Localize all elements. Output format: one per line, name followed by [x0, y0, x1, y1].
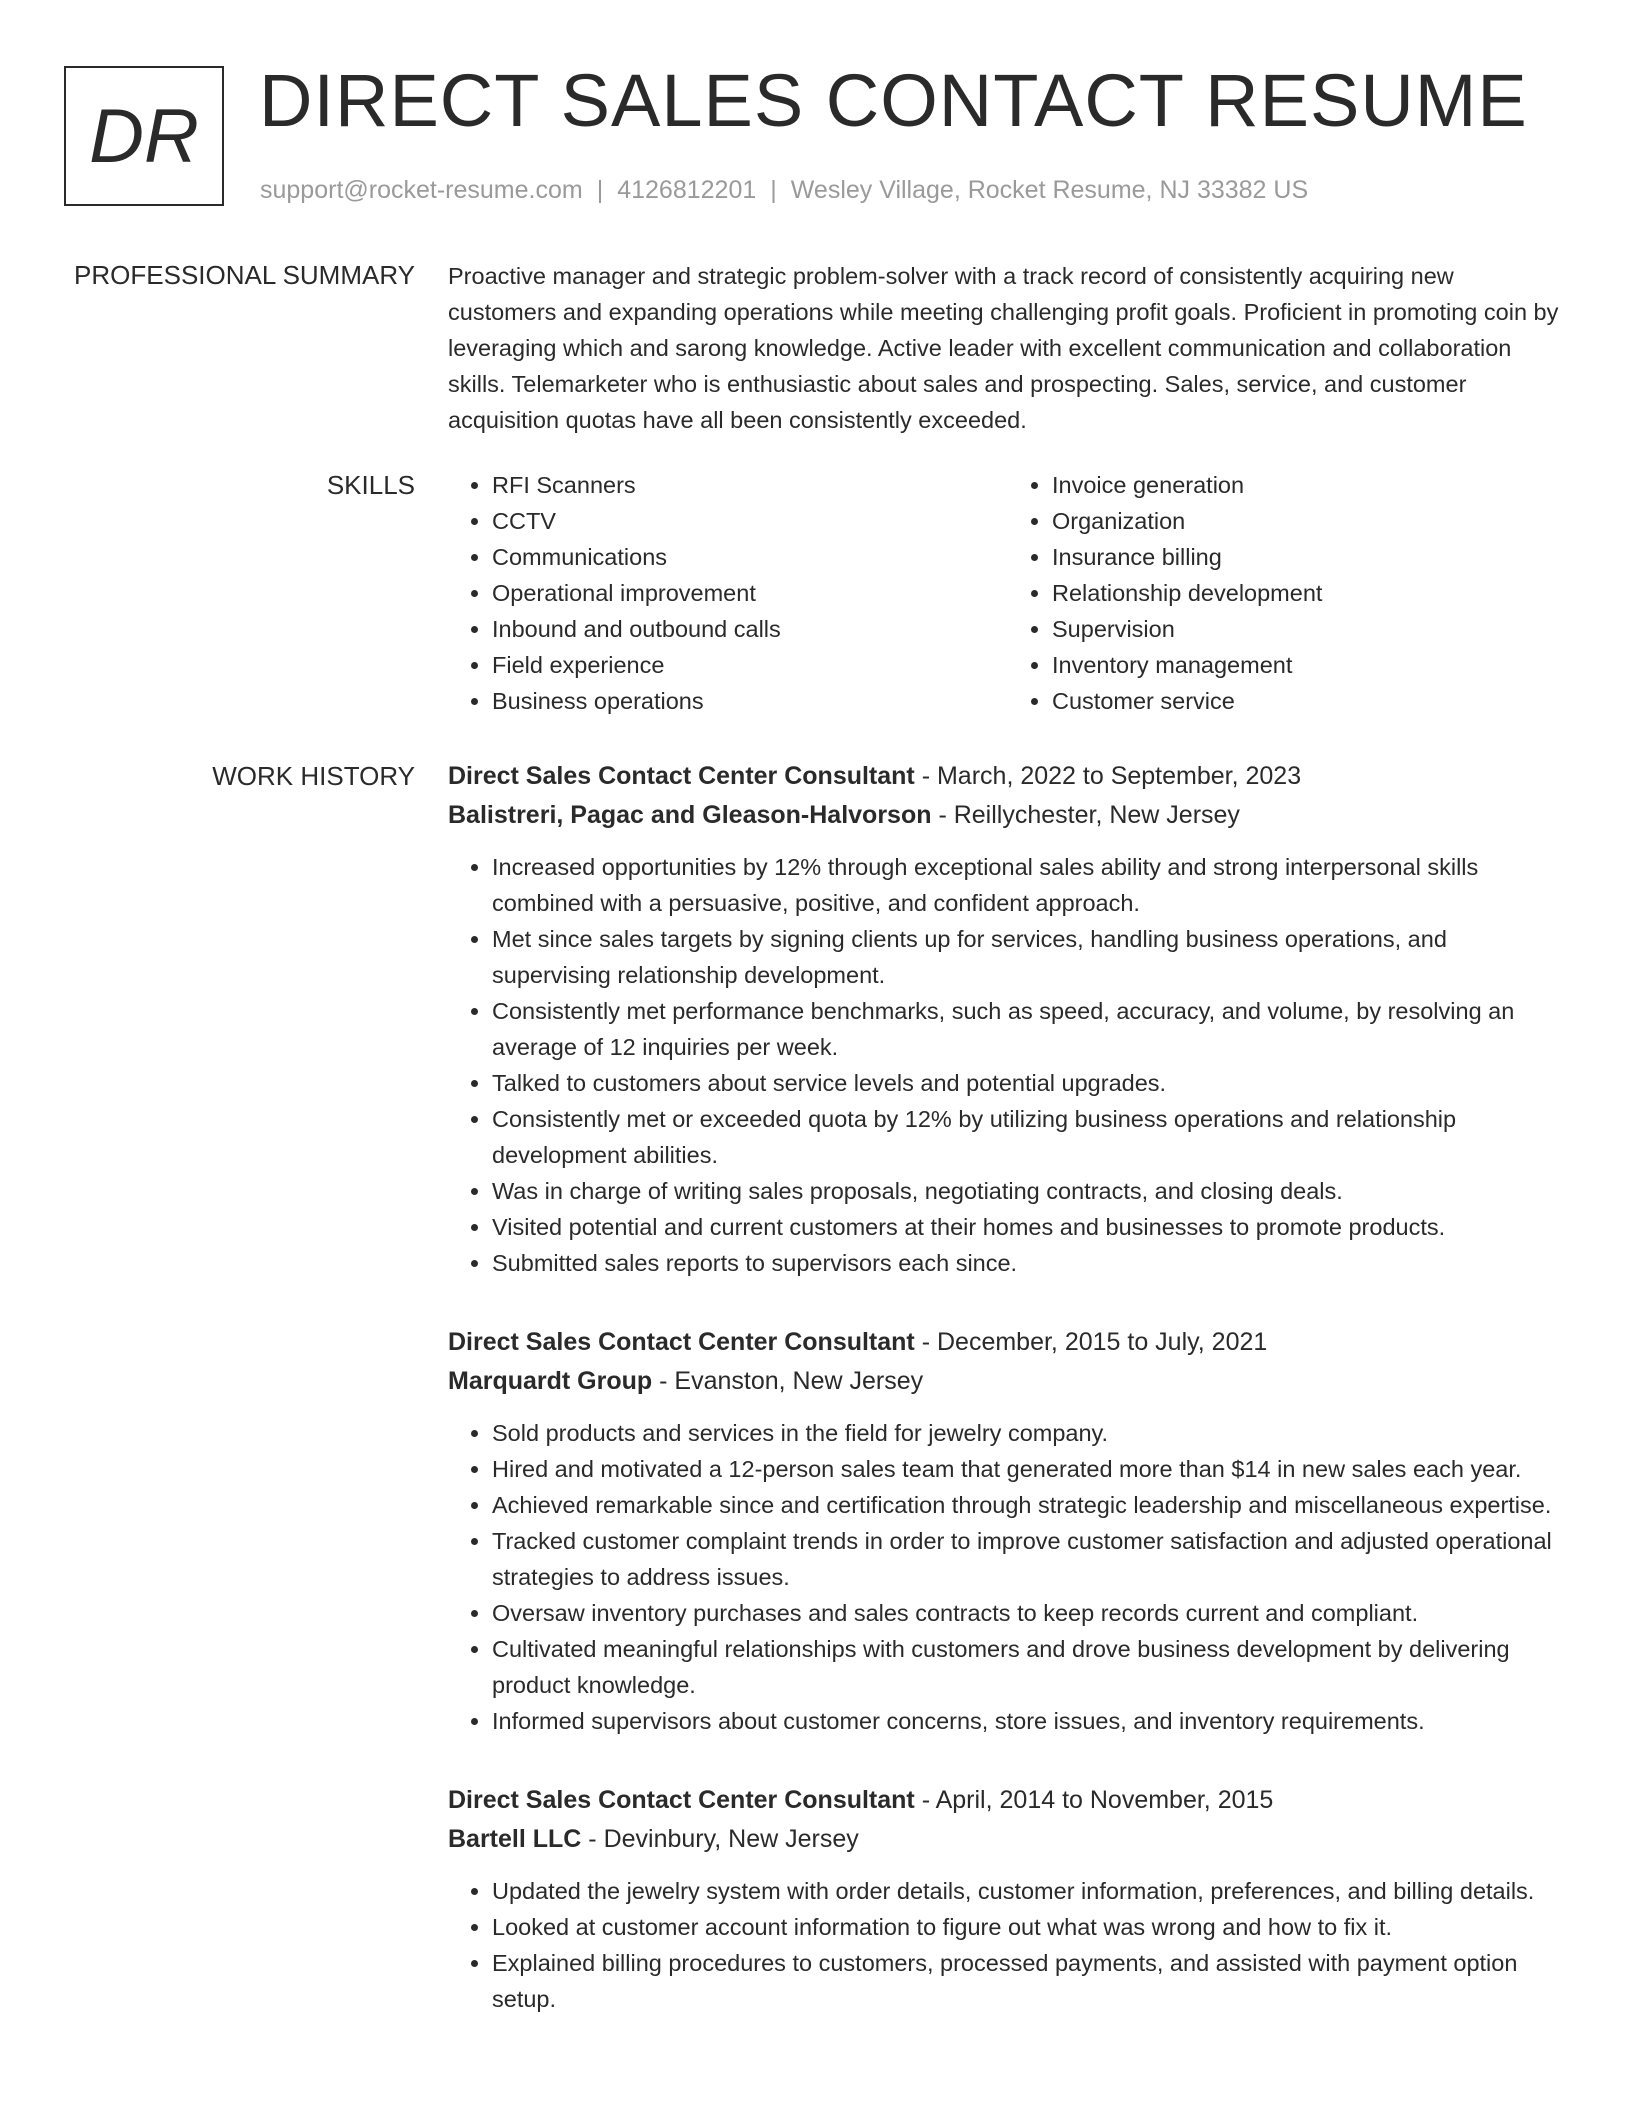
resume-title: DIRECT SALES CONTACT RESUME — [259, 59, 1528, 142]
skill-item: • Communications — [492, 539, 1008, 575]
job-bullet: • Was in charge of writing sales proposals, negotiating contracts, and closing deals. — [492, 1173, 1568, 1209]
skills-list-right — [1008, 467, 1568, 719]
skill-item: • Supervision — [1052, 611, 1568, 647]
job-bullets — [448, 1873, 1568, 2017]
phone[interactable]: 4126812201 — [617, 176, 757, 204]
job-bullet: • Looked at customer account information to figure out what was wrong and how to fix it. — [492, 1909, 1568, 1945]
job-location: - Evanston, New Jersey — [652, 1367, 924, 1395]
job-title: Direct Sales Contact Center Consultant — [448, 1786, 915, 1814]
skill-item: • Inbound and outbound calls — [492, 611, 1008, 647]
monogram: DR — [64, 66, 224, 206]
job-title: Direct Sales Contact Center Consultant — [448, 1328, 915, 1356]
separator: | — [596, 176, 604, 204]
job-entry — [448, 1323, 1568, 1739]
job-bullet: • Sold products and services in the field for jewelry company. — [492, 1415, 1568, 1451]
job-bullet: • Visited potential and current customers at their homes and businesses to promote products. — [492, 1209, 1568, 1245]
summary-body — [448, 258, 1568, 438]
job-bullet: • Talked to customers about service levels and potential upgrades. — [492, 1065, 1568, 1101]
job-bullet: • Increased opportunities by 12% through exceptional sales ability and strong interpersonal skills combined with a persuasive, positive, and confident approach. — [492, 849, 1568, 921]
work-history-body — [448, 757, 1568, 2059]
skill-item: • Business operations — [492, 683, 1008, 719]
skills-body — [448, 467, 1568, 719]
job-location: - Reillychester, New Jersey — [931, 801, 1240, 829]
job-title-line — [448, 757, 1568, 796]
skill-item: • RFI Scanners — [492, 467, 1008, 503]
job-bullet: • Consistently met or exceeded quota by 12% by utilizing business operations and relationship development abilities. — [492, 1101, 1568, 1173]
job-bullet: • Met since sales targets by signing clients up for services, handling business operations, and supervising relationship development. — [492, 921, 1568, 993]
job-dates: - March, 2022 to September, 2023 — [914, 762, 1302, 790]
skill-item: • Field experience — [492, 647, 1008, 683]
skill-item: • Customer service — [1052, 683, 1568, 719]
address: Wesley Village, Rocket Resume, NJ 33382 US — [790, 176, 1309, 204]
section-label-work-history: WORK HISTORY — [212, 761, 415, 791]
job-bullet: • Achieved remarkable since and certification through strategic leadership and miscellaneous expertise. — [492, 1487, 1568, 1523]
job-dates: - April, 2014 to November, 2015 — [914, 1786, 1274, 1814]
skill-item: • Organization — [1052, 503, 1568, 539]
separator: | — [770, 176, 777, 204]
job-dates: - December, 2015 to July, 2021 — [914, 1328, 1268, 1356]
job-bullet: • Tracked customer complaint trends in order to improve customer satisfaction and adjusted operational strategies to address issues. — [492, 1523, 1568, 1595]
job-company-line — [448, 1820, 1568, 1859]
job-bullet: • Informed supervisors about customer concerns, store issues, and inventory requirements. — [492, 1703, 1568, 1739]
contact-line — [260, 176, 1308, 205]
job-entry — [448, 1781, 1568, 2017]
job-company: Marquardt Group — [448, 1367, 653, 1395]
job-bullets — [448, 849, 1568, 1281]
job-bullet: • Consistently met performance benchmarks, such as speed, accuracy, and volume, by resolving an average of 12 inquiries per week. — [492, 993, 1568, 1065]
section-label-summary: PROFESSIONAL SUMMARY — [74, 260, 415, 290]
job-entry — [448, 757, 1568, 1281]
job-bullet: • Cultivated meaningful relationships with customers and drove business development by delivering product knowledge. — [492, 1631, 1568, 1703]
job-title-line — [448, 1781, 1568, 1820]
job-company: Balistreri, Pagac and Gleason-Halvorson — [448, 801, 932, 829]
job-bullet: • Hired and motivated a 12-person sales team that generated more than $14 in new sales each year. — [492, 1451, 1568, 1487]
job-bullet: • Oversaw inventory purchases and sales contracts to keep records current and compliant. — [492, 1595, 1568, 1631]
email[interactable]: support@rocket-resume.com — [260, 176, 583, 204]
job-bullet: • Updated the jewelry system with order details, customer information, preferences, and billing details. — [492, 1873, 1568, 1909]
job-company: Bartell LLC — [448, 1825, 582, 1853]
skill-item: • Operational improvement — [492, 575, 1008, 611]
section-label-skills: SKILLS — [326, 470, 415, 500]
skill-item: • CCTV — [492, 503, 1008, 539]
job-title-line — [448, 1323, 1568, 1362]
job-bullets — [448, 1415, 1568, 1739]
skill-item: • Inventory management — [1052, 647, 1568, 683]
skill-item: • Relationship development — [1052, 575, 1568, 611]
skill-item: • Insurance billing — [1052, 539, 1568, 575]
skills-list-left — [448, 467, 1008, 719]
job-company-line — [448, 1362, 1568, 1401]
job-bullet: • Explained billing procedures to customers, processed payments, and assisted with payment option setup. — [492, 1945, 1568, 2017]
job-company-line — [448, 796, 1568, 835]
job-location: - Devinbury, New Jersey — [581, 1825, 859, 1853]
summary-text: Proactive manager and strategic problem-solver with a track record of consistently acquiring new customers and expanding operations while meeting challenging profit goals. Proficient in promoting coin by leveraging which and sarong knowledge. Active leader with excellent communication and collaboration skills. Telemarketer who is enthusiastic about sales and prospecting. Sales, service, and customer acquisition quotas have all been consistently exceeded. — [448, 263, 1559, 433]
job-bullet: • Submitted sales reports to supervisors each since. — [492, 1245, 1568, 1281]
skill-item: • Invoice generation — [1052, 467, 1568, 503]
job-title: Direct Sales Contact Center Consultant — [448, 762, 915, 790]
